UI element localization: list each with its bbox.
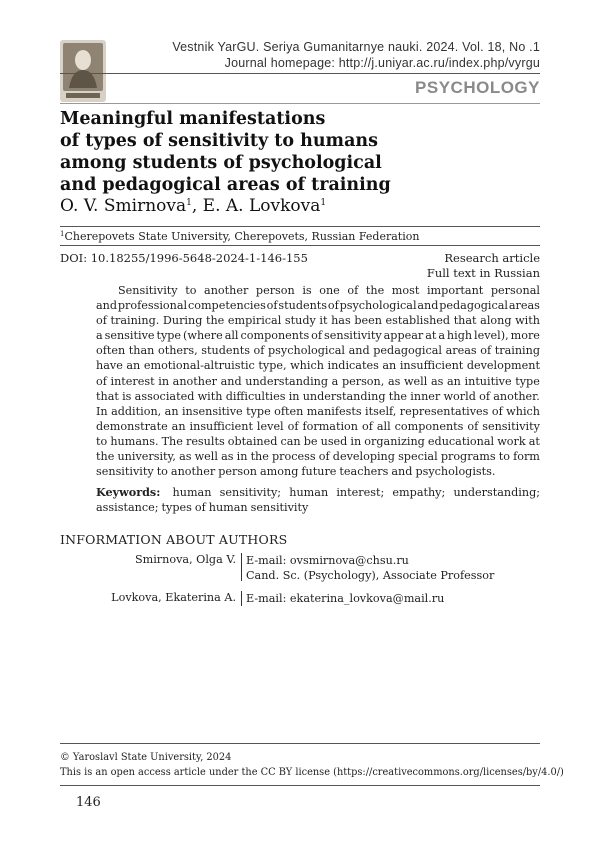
affiliation-marker: 1 — [60, 230, 65, 238]
author-info-row — [60, 553, 540, 583]
affiliation-text: Cherepovets State University, Cherepovets, Russian Federation — [64, 230, 420, 243]
author-info-name: Lovkova, Ekaterina A. — [111, 591, 236, 604]
header-divider-bottom — [60, 103, 540, 104]
title-line: and pedagogical areas of training — [60, 175, 391, 195]
footer-divider-bottom — [60, 785, 540, 786]
abstract-line: of interest in another and understanding a person, as well as an intuitive type — [96, 374, 540, 388]
abstract-line: Sensitivity to another person is one of the most important personal — [118, 284, 540, 297]
abstract-line: In addition, an insensitive type often manifests itself, representatives of which — [96, 404, 540, 418]
keywords-line: Keywords: human sensitivity; human interest; empathy; understanding; — [96, 485, 540, 499]
author-info-divider — [241, 591, 242, 606]
header-divider — [60, 73, 540, 74]
journal-header — [0, 0, 600, 110]
author-info-divider — [241, 553, 242, 581]
journal-homepage-line[interactable]: Journal homepage: http://j.uniyar.ac.ru/index.php/vyrgu — [224, 56, 540, 70]
author-name: O. V. Smirnova — [60, 196, 187, 216]
abstract-line: to humans. The results obtained can be used in organizing educational work at — [96, 434, 540, 448]
affiliation — [60, 230, 419, 243]
journal-citation-line: Vestnik YarGU. Seriya Gumanitarnye nauki. 2024. Vol. 18, No .1 — [172, 40, 540, 54]
author-affiliation-marker: 1 — [320, 198, 327, 208]
author-affiliation-marker: 1 — [186, 198, 192, 208]
author-name: E. A. Lovkova — [202, 196, 321, 216]
full-text-language: Full text in Russian — [426, 266, 540, 280]
author-info-name: Smirnova, Olga V. — [134, 553, 236, 566]
abstract-line: and professional competencies of students of psychological and pedagogical areas — [96, 299, 540, 313]
affiliation-divider-top — [60, 226, 540, 227]
abstract-line: demonstrate an insufficient level of formation of all components of sensitivity — [96, 419, 540, 433]
authors-info-heading: INFORMATION ABOUT AUTHORS — [60, 532, 288, 547]
doi[interactable]: DOI: 10.18255/1996-5648-2024-1-146-155 — [60, 251, 308, 265]
portrait-medallion-logo-icon — [60, 40, 106, 102]
copyright: © Yaroslavl State University, 2024 — [60, 752, 232, 763]
author-email[interactable]: E-mail: ovsmirnova@chsu.ru — [246, 554, 409, 567]
author-email[interactable]: E-mail: ekaterina_lovkova@mail.ru — [246, 592, 445, 605]
article-type: Research article — [444, 251, 540, 265]
affiliation-divider-bottom — [60, 245, 540, 246]
keywords — [96, 485, 540, 515]
author-degree: Cand. Sc. (Psychology), Associate Professor — [246, 569, 495, 582]
title-line: Meaningful manifestations — [60, 109, 326, 129]
section-label: PSYCHOLOGY — [415, 78, 540, 97]
title-line: of types of sensitivity to humans — [60, 131, 378, 151]
abstract — [96, 283, 540, 479]
title-line: among students of psychological — [60, 153, 382, 173]
footer-divider-top — [60, 743, 540, 744]
abstract-line: of training. During the empirical study it has been established that along with — [96, 314, 540, 328]
author-info-details — [246, 553, 494, 583]
author-info-details — [246, 591, 444, 606]
abstract-line: a sensitive type (where all components of sensitivity appear at a high level), more — [96, 329, 540, 343]
abstract-line: sensitivity to another person among future teachers and psychologists. — [96, 465, 496, 479]
abstract-line: often than others, students of psychological and pedagogical areas of training — [96, 344, 540, 358]
author-list: O. V. Smirnova$^1$, E. A. Lovkova$^1$ — [60, 196, 327, 216]
abstract-line: the university, as well as in the process of developing special programs to form — [96, 450, 540, 464]
keywords-label: Keywords: — [96, 485, 161, 499]
article-title — [60, 108, 540, 196]
license[interactable]: This is an open access article under the CC BY license (https://creativecommons.org/licenses/by/4.0/) — [60, 767, 564, 778]
abstract-line: that is associated with difficulties in understanding the inner world of another. — [96, 389, 540, 403]
abstract-line: have an emotional-altruistic type, which indicates an insufficient development — [96, 359, 540, 373]
page-number: 146 — [76, 795, 101, 810]
keywords-line: assistance; types of human sensitivity — [96, 501, 309, 515]
author-info-row — [60, 591, 540, 609]
